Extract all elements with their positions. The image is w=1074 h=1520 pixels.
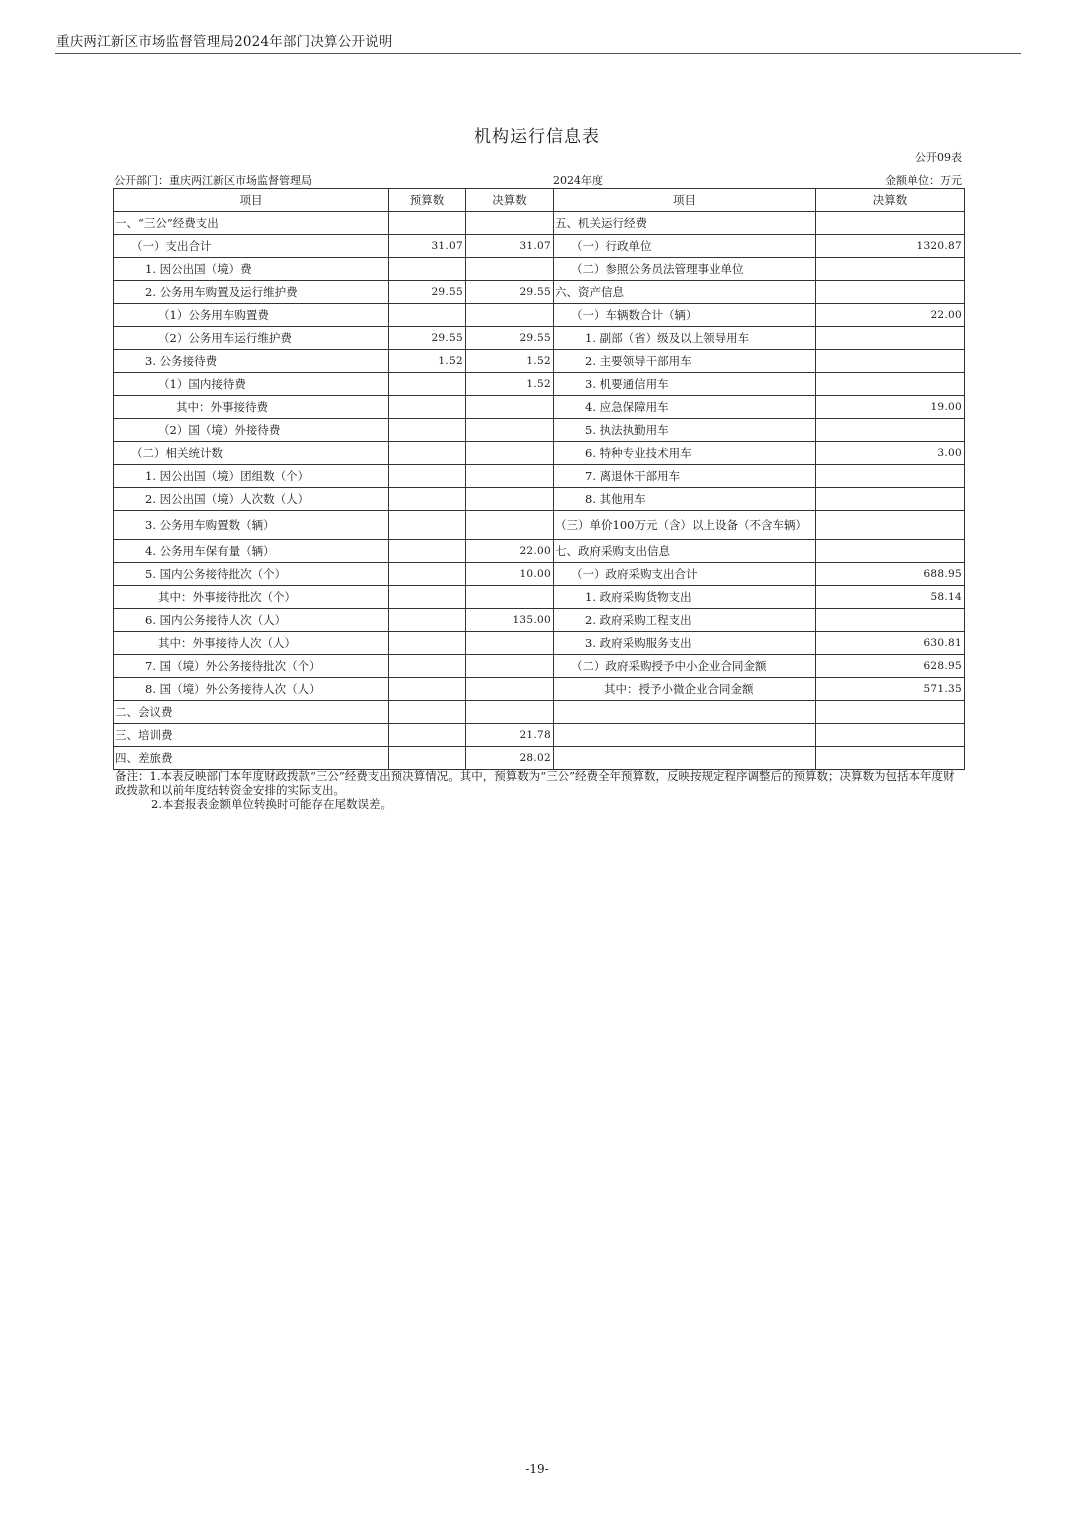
table-row: [114, 396, 965, 419]
row-item-left: （一）支出合计: [114, 235, 389, 258]
column-header-final-right: 决算数: [816, 189, 965, 212]
row-item-right: 五、机关运行经费: [554, 212, 816, 235]
note-1: 备注：1.本表反映部门本年度财政拨款“三公”经费支出预决算情况。其中，预算数为“三公”经费全年预算数，反映按规定程序调整后的预算数；决算数为包括本年度财政拨款和以前年度结转资金安排的实际支出。: [115, 769, 955, 797]
row-item-left: 3. 公务用车购置数（辆）: [114, 511, 389, 540]
table-row: [114, 350, 965, 373]
row-final-value: [466, 212, 554, 235]
column-header-budget: 预算数: [389, 189, 466, 212]
row-final-value: [466, 586, 554, 609]
row-item-right: 6. 特种专业技术用车: [554, 442, 816, 465]
row-final-value-right: [816, 258, 965, 281]
row-final-value-right: 3.00: [816, 442, 965, 465]
row-final-value-right: 22.00: [816, 304, 965, 327]
row-item-right: [554, 724, 816, 747]
row-item-left: 四、差旅费: [114, 747, 389, 770]
table-row: [114, 563, 965, 586]
table-row: [114, 465, 965, 488]
row-item-right: 2. 主要领导干部用车: [554, 350, 816, 373]
document-header: 重庆两江新区市场监督管理局2024年部门决算公开说明: [56, 34, 393, 50]
row-budget-value: 29.55: [389, 281, 466, 304]
table-row: [114, 655, 965, 678]
table-row: [114, 419, 965, 442]
row-item-left: （2）公务用车运行维护费: [114, 327, 389, 350]
row-final-value-right: 19.00: [816, 396, 965, 419]
row-item-right: [554, 747, 816, 770]
row-budget-value: [389, 586, 466, 609]
table-row: [114, 488, 965, 511]
table-row: [114, 724, 965, 747]
table-row: [114, 540, 965, 563]
row-final-value: [466, 304, 554, 327]
row-budget-value: 29.55: [389, 327, 466, 350]
row-item-left: （1）国内接待费: [114, 373, 389, 396]
row-item-left: 5. 国内公务接待批次（个）: [114, 563, 389, 586]
row-item-right: （三）单价100万元（含）以上设备（不含车辆）: [554, 511, 816, 540]
row-budget-value: [389, 212, 466, 235]
row-item-right: （二）参照公务员法管理事业单位: [554, 258, 816, 281]
row-final-value: [466, 488, 554, 511]
table-row: [114, 632, 965, 655]
row-final-value-right: [816, 540, 965, 563]
row-item-left: （二）相关统计数: [114, 442, 389, 465]
row-final-value-right: [816, 724, 965, 747]
row-budget-value: [389, 488, 466, 511]
row-final-value: [466, 678, 554, 701]
row-budget-value: [389, 724, 466, 747]
row-item-left: 7. 国（境）外公务接待批次（个）: [114, 655, 389, 678]
table-row: [114, 212, 965, 235]
department-label: 公开部门：重庆两江新区市场监督管理局: [114, 174, 312, 187]
table-row: [114, 373, 965, 396]
row-item-right: 1. 政府采购货物支出: [554, 586, 816, 609]
row-budget-value: [389, 701, 466, 724]
table-row: [114, 327, 965, 350]
table-row: [114, 281, 965, 304]
column-header-final: 决算数: [466, 189, 554, 212]
table-code: 公开09表: [915, 151, 962, 164]
table-row: [114, 258, 965, 281]
row-item-left: 其中：外事接待费: [114, 396, 389, 419]
table-row: [114, 678, 965, 701]
row-item-right: 7. 离退休干部用车: [554, 465, 816, 488]
row-final-value: [466, 442, 554, 465]
row-budget-value: [389, 465, 466, 488]
row-final-value: 29.55: [466, 281, 554, 304]
column-header-item: 项目: [114, 189, 389, 212]
table-row: [114, 235, 965, 258]
row-final-value-right: 1320.87: [816, 235, 965, 258]
row-final-value: [466, 419, 554, 442]
row-final-value: [466, 465, 554, 488]
row-final-value-right: 628.95: [816, 655, 965, 678]
row-item-right: 5. 执法执勤用车: [554, 419, 816, 442]
row-final-value: 10.00: [466, 563, 554, 586]
row-budget-value: [389, 419, 466, 442]
row-item-left: 三、培训费: [114, 724, 389, 747]
row-budget-value: 1.52: [389, 350, 466, 373]
row-item-right: 七、政府采购支出信息: [554, 540, 816, 563]
row-final-value-right: [816, 281, 965, 304]
row-budget-value: [389, 442, 466, 465]
header-divider: [55, 53, 1021, 54]
row-final-value: [466, 655, 554, 678]
table-row: [114, 304, 965, 327]
row-item-right: [554, 701, 816, 724]
row-final-value-right: [816, 327, 965, 350]
row-final-value-right: [816, 373, 965, 396]
row-item-left: （1）公务用车购置费: [114, 304, 389, 327]
row-budget-value: [389, 563, 466, 586]
table-row: [114, 609, 965, 632]
table-row: [114, 511, 965, 540]
row-final-value: 1.52: [466, 350, 554, 373]
row-budget-value: [389, 609, 466, 632]
row-final-value-right: [816, 350, 965, 373]
table-row: [114, 586, 965, 609]
row-item-left: 2. 因公出国（境）人次数（人）: [114, 488, 389, 511]
fiscal-year: 2024年度: [553, 174, 603, 187]
table-title: 机构运行信息表: [474, 127, 600, 147]
row-budget-value: [389, 396, 466, 419]
row-budget-value: [389, 304, 466, 327]
row-item-left: 二、会议费: [114, 701, 389, 724]
row-final-value-right: [816, 701, 965, 724]
row-final-value-right: 571.35: [816, 678, 965, 701]
row-budget-value: [389, 540, 466, 563]
note-2: 2.本套报表金额单位转换时可能存在尾数误差。: [151, 797, 392, 811]
row-final-value: [466, 396, 554, 419]
row-final-value-right: 630.81: [816, 632, 965, 655]
row-item-left: 一、“三公”经费支出: [114, 212, 389, 235]
row-final-value: 22.00: [466, 540, 554, 563]
row-final-value: 135.00: [466, 609, 554, 632]
institution-operation-table: [113, 188, 965, 770]
row-final-value: 28.02: [466, 747, 554, 770]
row-final-value-right: 58.14: [816, 586, 965, 609]
row-final-value: 21.78: [466, 724, 554, 747]
row-final-value: [466, 632, 554, 655]
row-item-left: 4. 公务用车保有量（辆）: [114, 540, 389, 563]
row-item-right: 8. 其他用车: [554, 488, 816, 511]
row-final-value: 31.07: [466, 235, 554, 258]
row-budget-value: [389, 373, 466, 396]
row-final-value-right: [816, 511, 965, 540]
table-header-row: [114, 189, 965, 212]
row-item-left: 3. 公务接待费: [114, 350, 389, 373]
row-budget-value: 31.07: [389, 235, 466, 258]
row-budget-value: [389, 258, 466, 281]
table-row: [114, 747, 965, 770]
row-final-value-right: [816, 465, 965, 488]
row-item-left: 其中：外事接待人次（人）: [114, 632, 389, 655]
row-final-value: [466, 258, 554, 281]
row-final-value-right: [816, 488, 965, 511]
row-item-right: 2. 政府采购工程支出: [554, 609, 816, 632]
row-item-right: （一）行政单位: [554, 235, 816, 258]
row-item-right: 4. 应急保障用车: [554, 396, 816, 419]
row-item-right: （一）政府采购支出合计: [554, 563, 816, 586]
table-notes: [115, 769, 965, 811]
row-item-right: （二）政府采购授予中小企业合同金额: [554, 655, 816, 678]
row-item-left: 1. 因公出国（境）团组数（个）: [114, 465, 389, 488]
row-budget-value: [389, 632, 466, 655]
row-final-value-right: [816, 747, 965, 770]
row-item-right: （一）车辆数合计（辆）: [554, 304, 816, 327]
row-budget-value: [389, 511, 466, 540]
row-item-left: 8. 国（境）外公务接待人次（人）: [114, 678, 389, 701]
row-item-left: 6. 国内公务接待人次（人）: [114, 609, 389, 632]
row-item-left: 其中：外事接待批次（个）: [114, 586, 389, 609]
row-final-value-right: [816, 609, 965, 632]
row-final-value: [466, 511, 554, 540]
row-final-value-right: [816, 212, 965, 235]
row-final-value: 29.55: [466, 327, 554, 350]
row-budget-value: [389, 747, 466, 770]
row-final-value-right: 688.95: [816, 563, 965, 586]
row-budget-value: [389, 678, 466, 701]
row-final-value: 1.52: [466, 373, 554, 396]
page-number: -19-: [525, 1462, 549, 1476]
row-final-value-right: [816, 419, 965, 442]
table-row: [114, 701, 965, 724]
row-item-right: 其中：授予小微企业合同金额: [554, 678, 816, 701]
row-item-right: 3. 政府采购服务支出: [554, 632, 816, 655]
row-item-right: 六、资产信息: [554, 281, 816, 304]
row-item-right: 1. 副部（省）级及以上领导用车: [554, 327, 816, 350]
row-budget-value: [389, 655, 466, 678]
amount-unit: 金额单位：万元: [885, 174, 962, 187]
table-row: [114, 442, 965, 465]
row-item-left: （2）国（境）外接待费: [114, 419, 389, 442]
column-header-item-right: 项目: [554, 189, 816, 212]
row-final-value: [466, 701, 554, 724]
row-item-left: 1. 因公出国（境）费: [114, 258, 389, 281]
row-item-right: 3. 机要通信用车: [554, 373, 816, 396]
row-item-left: 2. 公务用车购置及运行维护费: [114, 281, 389, 304]
